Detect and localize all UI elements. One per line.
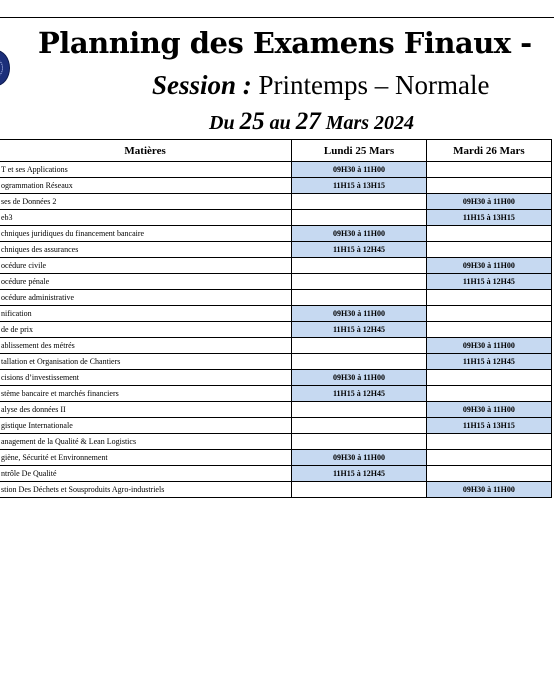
mardi-slot-cell	[426, 306, 551, 322]
lundi-slot-cell: 09H30 à 11H00	[292, 450, 427, 466]
table-row	[0, 210, 552, 226]
subject-cell: chniques juridiques du financement bancaire	[0, 226, 292, 242]
subject-cell: giène, Sécurité et Environnement	[0, 450, 292, 466]
lundi-slot-cell	[292, 434, 427, 450]
subject-cell: ses de Données 2	[0, 194, 292, 210]
subject-cell: ogrammation Réseaux	[0, 178, 292, 194]
table-row	[0, 418, 552, 434]
subject-cell: de de prix	[0, 322, 292, 338]
subject-cell: tallation et Organisation de Chantiers	[0, 354, 292, 370]
mardi-slot-cell	[426, 242, 551, 258]
mardi-slot-cell	[426, 370, 551, 386]
mardi-slot-cell: 09H30 à 11H00	[426, 258, 551, 274]
subject-cell: eb3	[0, 210, 292, 226]
table-row	[0, 242, 552, 258]
lundi-slot-cell	[292, 354, 427, 370]
lundi-slot-cell	[292, 402, 427, 418]
table-row	[0, 386, 552, 402]
mardi-slot-cell: 11H15 à 13H15	[426, 418, 551, 434]
session-line	[152, 70, 490, 101]
mardi-slot-cell: 09H30 à 11H00	[426, 402, 551, 418]
mardi-slot-cell	[426, 434, 551, 450]
subject-cell: alyse des données II	[0, 402, 292, 418]
lundi-slot-cell: 11H15 à 12H45	[292, 322, 427, 338]
table-row	[0, 306, 552, 322]
mardi-slot-cell: 11H15 à 12H45	[426, 354, 551, 370]
table-row	[0, 322, 552, 338]
subject-cell: nification	[0, 306, 292, 322]
subject-cell: cisions d’investissement	[0, 370, 292, 386]
lundi-slot-cell: 11H15 à 12H45	[292, 466, 427, 482]
mardi-slot-cell: 09H30 à 11H00	[426, 338, 551, 354]
subject-cell: anagement de la Qualité & Lean Logistics	[0, 434, 292, 450]
session-label: Session :	[152, 70, 252, 100]
lundi-slot-cell	[292, 210, 427, 226]
mardi-slot-cell	[426, 178, 551, 194]
session-value: Printemps – Normale	[251, 70, 490, 100]
table-row	[0, 290, 552, 306]
mardi-slot-cell	[426, 322, 551, 338]
mardi-slot-cell	[426, 290, 551, 306]
table-row	[0, 466, 552, 482]
table-row	[0, 226, 552, 242]
date-end-day: 27	[295, 108, 321, 135]
column-header-mardi: Mardi 26 Mars	[426, 140, 551, 162]
table-row	[0, 274, 552, 290]
column-header-matieres: Matières	[0, 140, 292, 162]
lundi-slot-cell	[292, 338, 427, 354]
table-row	[0, 194, 552, 210]
table-header-row	[0, 140, 552, 162]
university-emblem-icon	[0, 50, 10, 86]
lundi-slot-cell	[292, 258, 427, 274]
mardi-slot-cell	[426, 226, 551, 242]
table-row	[0, 402, 552, 418]
date-range	[209, 108, 414, 136]
subject-cell: océdure administrative	[0, 290, 292, 306]
mardi-slot-cell: 11H15 à 12H45	[426, 274, 551, 290]
table-row	[0, 354, 552, 370]
table-row	[0, 482, 552, 498]
mardi-slot-cell	[426, 450, 551, 466]
exam-schedule-table	[0, 139, 552, 498]
subject-cell: ablissement des métrés	[0, 338, 292, 354]
lundi-slot-cell: 09H30 à 11H00	[292, 226, 427, 242]
mardi-slot-cell: 09H30 à 11H00	[426, 482, 551, 498]
subject-cell: stion Des Déchets et Sousproduits Agro-industriels	[0, 482, 292, 498]
lundi-slot-cell: 09H30 à 11H00	[292, 370, 427, 386]
subject-cell: T et ses Applications	[0, 162, 292, 178]
lundi-slot-cell	[292, 274, 427, 290]
subject-cell: stème bancaire et marchés financiers	[0, 386, 292, 402]
subject-cell: chniques des assurances	[0, 242, 292, 258]
lundi-slot-cell: 11H15 à 13H15	[292, 178, 427, 194]
table-row	[0, 450, 552, 466]
mardi-slot-cell	[426, 386, 551, 402]
table-row	[0, 434, 552, 450]
table-row	[0, 338, 552, 354]
lundi-slot-cell	[292, 290, 427, 306]
mardi-slot-cell: 09H30 à 11H00	[426, 194, 551, 210]
subject-cell: ntrôle De Qualité	[0, 466, 292, 482]
subject-cell: océdure pénale	[0, 274, 292, 290]
date-au: au	[269, 112, 291, 134]
table-row	[0, 258, 552, 274]
subject-cell: gistique Internationale	[0, 418, 292, 434]
mardi-slot-cell	[426, 466, 551, 482]
mardi-slot-cell: 11H15 à 13H15	[426, 210, 551, 226]
date-start-day: 25	[239, 108, 265, 135]
lundi-slot-cell	[292, 194, 427, 210]
table-row	[0, 162, 552, 178]
table-row	[0, 370, 552, 386]
mardi-slot-cell	[426, 162, 551, 178]
lundi-slot-cell	[292, 482, 427, 498]
page-title: Planning des Examens Finaux -	[38, 26, 532, 60]
subject-cell: océdure civile	[0, 258, 292, 274]
lundi-slot-cell	[292, 418, 427, 434]
lundi-slot-cell: 09H30 à 11H00	[292, 162, 427, 178]
top-border-line	[0, 17, 554, 18]
date-month-year: Mars 2024	[325, 112, 415, 134]
column-header-lundi: Lundi 25 Mars	[292, 140, 427, 162]
lundi-slot-cell: 09H30 à 11H00	[292, 306, 427, 322]
lundi-slot-cell: 11H15 à 12H45	[292, 386, 427, 402]
lundi-slot-cell: 11H15 à 12H45	[292, 242, 427, 258]
table-row	[0, 178, 552, 194]
date-du: Du	[209, 112, 235, 134]
